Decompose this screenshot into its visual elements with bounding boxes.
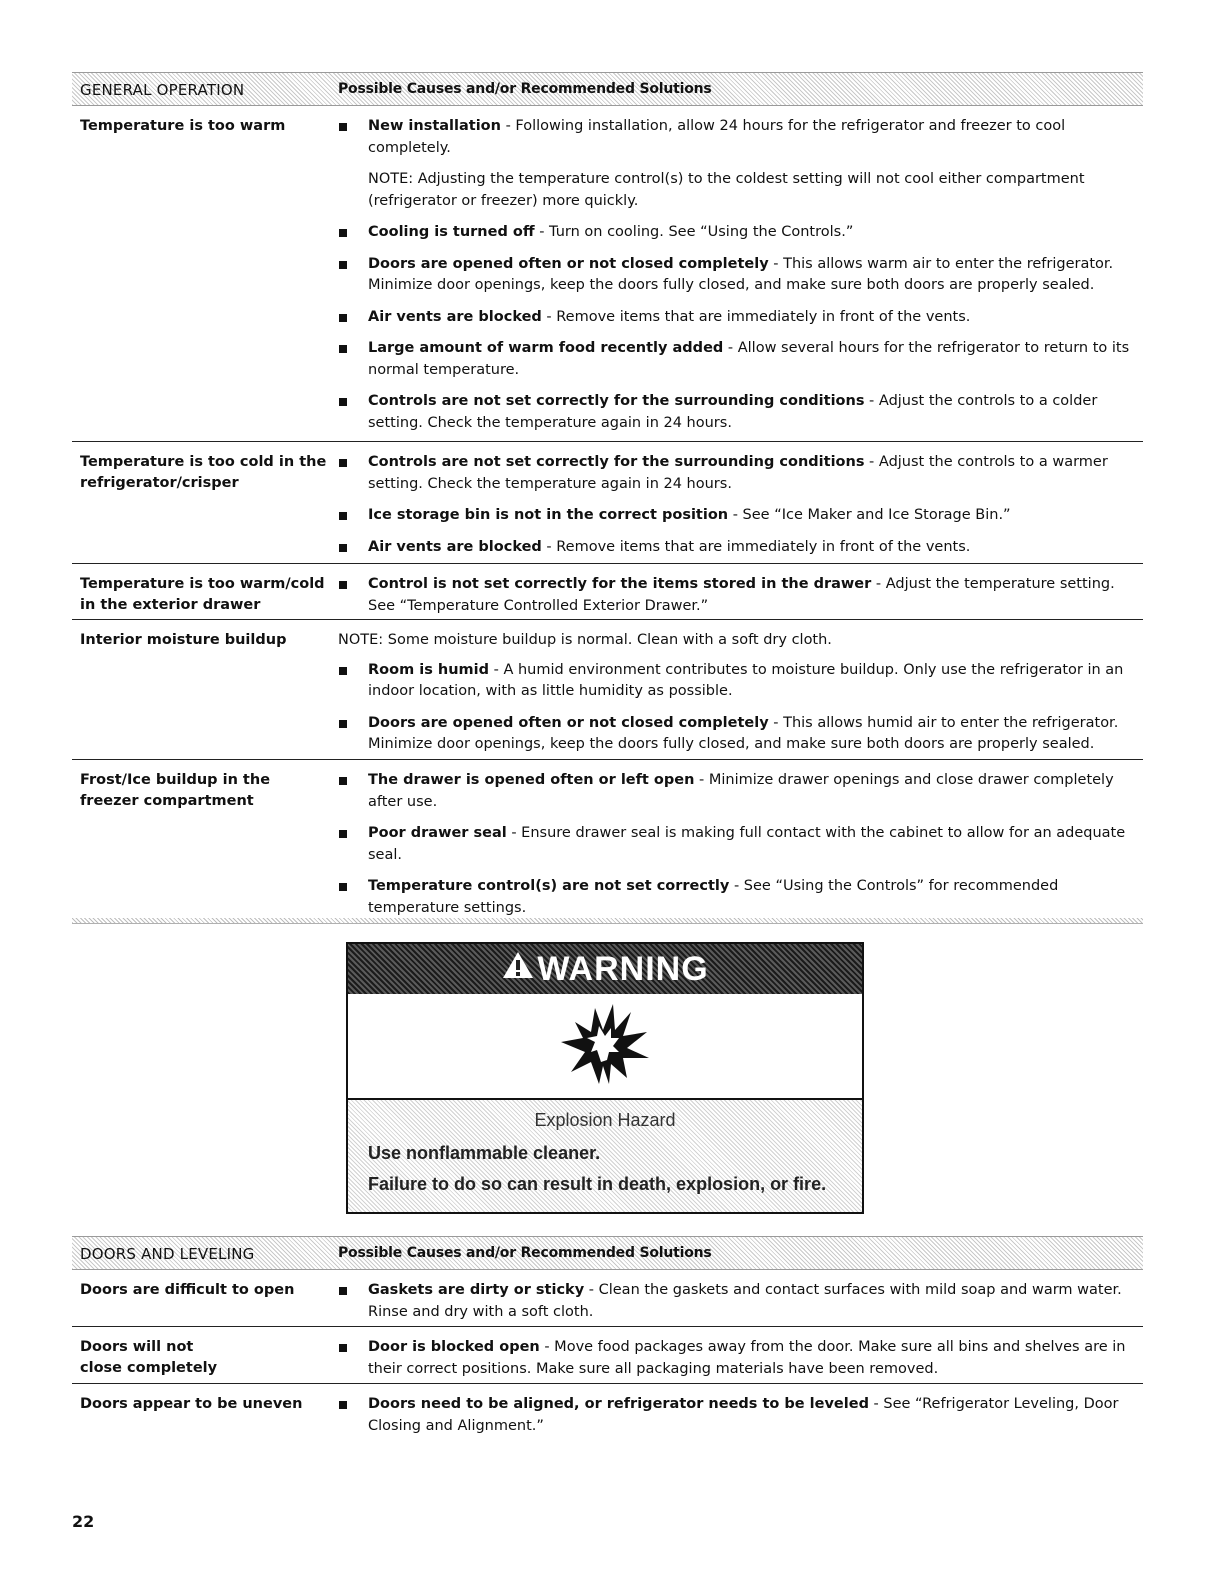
cause-label: Controls are not set correctly for the surrounding conditions <box>368 393 865 409</box>
bullet-icon <box>339 777 347 785</box>
solution-text: - Turn on cooling. See “Using the Controls.” <box>534 224 854 240</box>
cause-label: Air vents are blocked <box>368 308 542 325</box>
problem-label: Temperature is too warm <box>80 118 286 134</box>
table-row <box>72 1327 1143 1384</box>
table-row <box>72 1384 1143 1444</box>
cause-label: The drawer is opened often or left open <box>368 772 695 788</box>
cause-label: Control is not set correctly for the items stored in the drawer <box>368 576 872 592</box>
bullet-icon <box>339 720 347 728</box>
cause-label: Door is blocked open <box>368 1339 540 1355</box>
solution-text: - Clean the gaskets and contact surfaces with mild soap and warm water. Rinse and dry with a soft cloth. <box>368 1282 1122 1320</box>
cause-label: Doors are opened often or not closed completely <box>368 714 769 731</box>
page-number: 22 <box>72 1512 95 1531</box>
cause-label: Controls are not set correctly for the surrounding conditions <box>368 454 865 470</box>
cause-label: Air vents are blocked <box>368 538 542 555</box>
note <box>338 630 1143 652</box>
cause-label: Doors are opened often or not closed completely <box>368 255 769 272</box>
pictogram-area <box>348 994 862 1100</box>
bullet-icon <box>339 667 347 675</box>
solutions-list <box>338 620 1143 772</box>
list-item <box>338 537 1143 559</box>
list-item <box>338 1394 1143 1437</box>
solution-text: - Ensure drawer seal is making full contact with the cabinet to allow for an adequate seal. <box>368 825 1126 863</box>
hazard-consequence: Failure to do so can result in death, explosion, or fire. <box>368 1174 827 1194</box>
solutions-list <box>338 760 1143 935</box>
table-row <box>72 442 1143 564</box>
warning-text-area <box>348 1100 862 1212</box>
warning-triangle-icon <box>501 950 535 989</box>
explosion-icon <box>557 1002 653 1090</box>
note-text: Adjusting the temperature control(s) to the coldest setting will not cool either compartment (refrigerator or freezer) more quickly. <box>368 171 1085 209</box>
hazard-instruction: Use nonflammable cleaner. <box>368 1143 601 1163</box>
bullet-icon <box>339 581 347 589</box>
problem-label: Frost/Ice buildup in the freezer compartment <box>80 772 271 809</box>
list-item <box>338 770 1143 813</box>
solution-text: - Adjust the controls to a warmer setting. Check the temperature again in 24 hours. <box>368 454 1108 492</box>
list-item <box>338 574 1143 617</box>
solution-text: - Remove items that are immediately in front of the vents. <box>541 538 971 555</box>
cause-label: Temperature control(s) are not set correctly <box>368 878 730 894</box>
cause-label: Cooling is turned off <box>368 224 535 240</box>
solution-text: - A humid environment contributes to moisture buildup. Only use the refrigerator in an indoor location, with as little humidity as possible. <box>368 661 1124 699</box>
list-item <box>338 823 1143 866</box>
list-item <box>338 338 1143 381</box>
cause-label: New installation <box>368 118 501 134</box>
bullet-icon <box>339 1401 347 1409</box>
list-item <box>338 254 1143 297</box>
list-item <box>338 452 1143 495</box>
bullet-icon <box>339 830 347 838</box>
solution-text: - See “Refrigerator Leveling, Door Closing and Alignment.” <box>368 1396 1119 1434</box>
solution-text: - Allow several hours for the refrigerator to return to its normal temperature. <box>368 340 1130 378</box>
problem-label: Temperature is too warm/cold in the exterior drawer <box>80 576 325 613</box>
list-item <box>338 660 1143 703</box>
bullet-icon <box>339 345 347 353</box>
list-item <box>338 307 1143 329</box>
solutions-list <box>338 1384 1143 1453</box>
cause-label: Room is humid <box>368 661 489 678</box>
cause-label: Doors need to be aligned, or refrigerator needs to be leveled <box>368 1396 869 1412</box>
note-label: NOTE: <box>368 171 414 187</box>
solution-text: - Adjust the temperature setting. See “Temperature Controlled Exterior Drawer.” <box>368 576 1115 614</box>
note-label: NOTE: <box>338 632 384 648</box>
problem-label: Interior moisture buildup <box>80 632 287 648</box>
solution-text: - Adjust the controls to a colder setting. Check the temperature again in 24 hours. <box>368 393 1098 431</box>
solutions-list <box>338 106 1143 450</box>
solution-text: - See “Using the Controls” for recommended temperature settings. <box>368 878 1059 916</box>
bullet-icon <box>339 229 347 237</box>
solution-text: - Move food packages away from the door. Make sure all bins and shelves are in their correct positions. Make sure all packaging materials have been removed. <box>368 1339 1126 1377</box>
bullet-icon <box>339 459 347 467</box>
general-operation-table <box>72 72 1143 924</box>
list-item <box>338 505 1143 527</box>
bullet-icon <box>339 544 347 552</box>
problem-label: Doors are difficult to open <box>80 1282 295 1298</box>
table-row <box>72 760 1143 918</box>
list-item <box>338 222 1143 244</box>
list-item <box>338 1280 1143 1323</box>
solution-text: - Following installation, allow 24 hours for the refrigerator and freezer to cool completely. <box>368 118 1066 156</box>
list-item <box>338 391 1143 434</box>
problem-label: Doors will not close completely <box>80 1339 218 1376</box>
bullet-icon <box>339 123 347 131</box>
list-item <box>338 116 1143 159</box>
solution-text: - See “Ice Maker and Ice Storage Bin.” <box>728 507 1011 523</box>
bullet-icon <box>339 1344 347 1352</box>
warning-title: WARNING <box>537 949 709 988</box>
hazard-title: Explosion Hazard <box>534 1110 676 1130</box>
list-item <box>338 713 1143 756</box>
bullet-icon <box>339 398 347 406</box>
note <box>338 169 1143 212</box>
solution-text: - This allows humid air to enter the refrigerator. Minimize door openings, keep the doors fully closed, and make sure both doors are properly sealed. <box>368 714 1119 752</box>
solution-text: - Remove items that are immediately in front of the vents. <box>541 308 971 325</box>
cause-label: Poor drawer seal <box>368 825 507 841</box>
note-text: Some moisture buildup is normal. Clean with a soft dry cloth. <box>383 632 832 648</box>
bullet-icon <box>339 512 347 520</box>
table-row <box>72 564 1143 620</box>
warning-box <box>346 942 864 1214</box>
bullet-icon <box>339 1287 347 1295</box>
table-row <box>72 1270 1143 1327</box>
bullet-icon <box>339 314 347 322</box>
bullet-icon <box>339 261 347 269</box>
solution-text: - This allows warm air to enter the refrigerator. Minimize door openings, keep the doors fully closed, and make sure both doors are properly sealed. <box>368 255 1114 293</box>
section-title: DOORS AND LEVELING <box>80 1245 255 1263</box>
list-item <box>338 876 1143 919</box>
solutions-list <box>338 442 1143 574</box>
column-title: Possible Causes and/or Recommended Solutions <box>338 1245 712 1261</box>
cause-label: Large amount of warm food recently added <box>368 340 724 356</box>
warning-header <box>348 944 862 994</box>
column-title: Possible Causes and/or Recommended Solutions <box>338 81 712 97</box>
bullet-icon <box>339 883 347 891</box>
solution-text: - Minimize drawer openings and close drawer completely after use. <box>368 772 1114 810</box>
doors-leveling-table <box>72 1236 1143 1444</box>
section-title: GENERAL OPERATION <box>80 81 245 99</box>
cause-label: Gaskets are dirty or sticky <box>368 1282 585 1298</box>
cause-label: Ice storage bin is not in the correct position <box>368 507 729 523</box>
table-row <box>72 106 1143 442</box>
problem-label: Temperature is too cold in the refrigerator/crisper <box>80 454 327 491</box>
problem-label: Doors appear to be uneven <box>80 1396 303 1412</box>
doors-leveling-header <box>72 1236 1143 1270</box>
general-operation-header <box>72 72 1143 106</box>
table-row <box>72 620 1143 760</box>
list-item <box>338 1337 1143 1380</box>
